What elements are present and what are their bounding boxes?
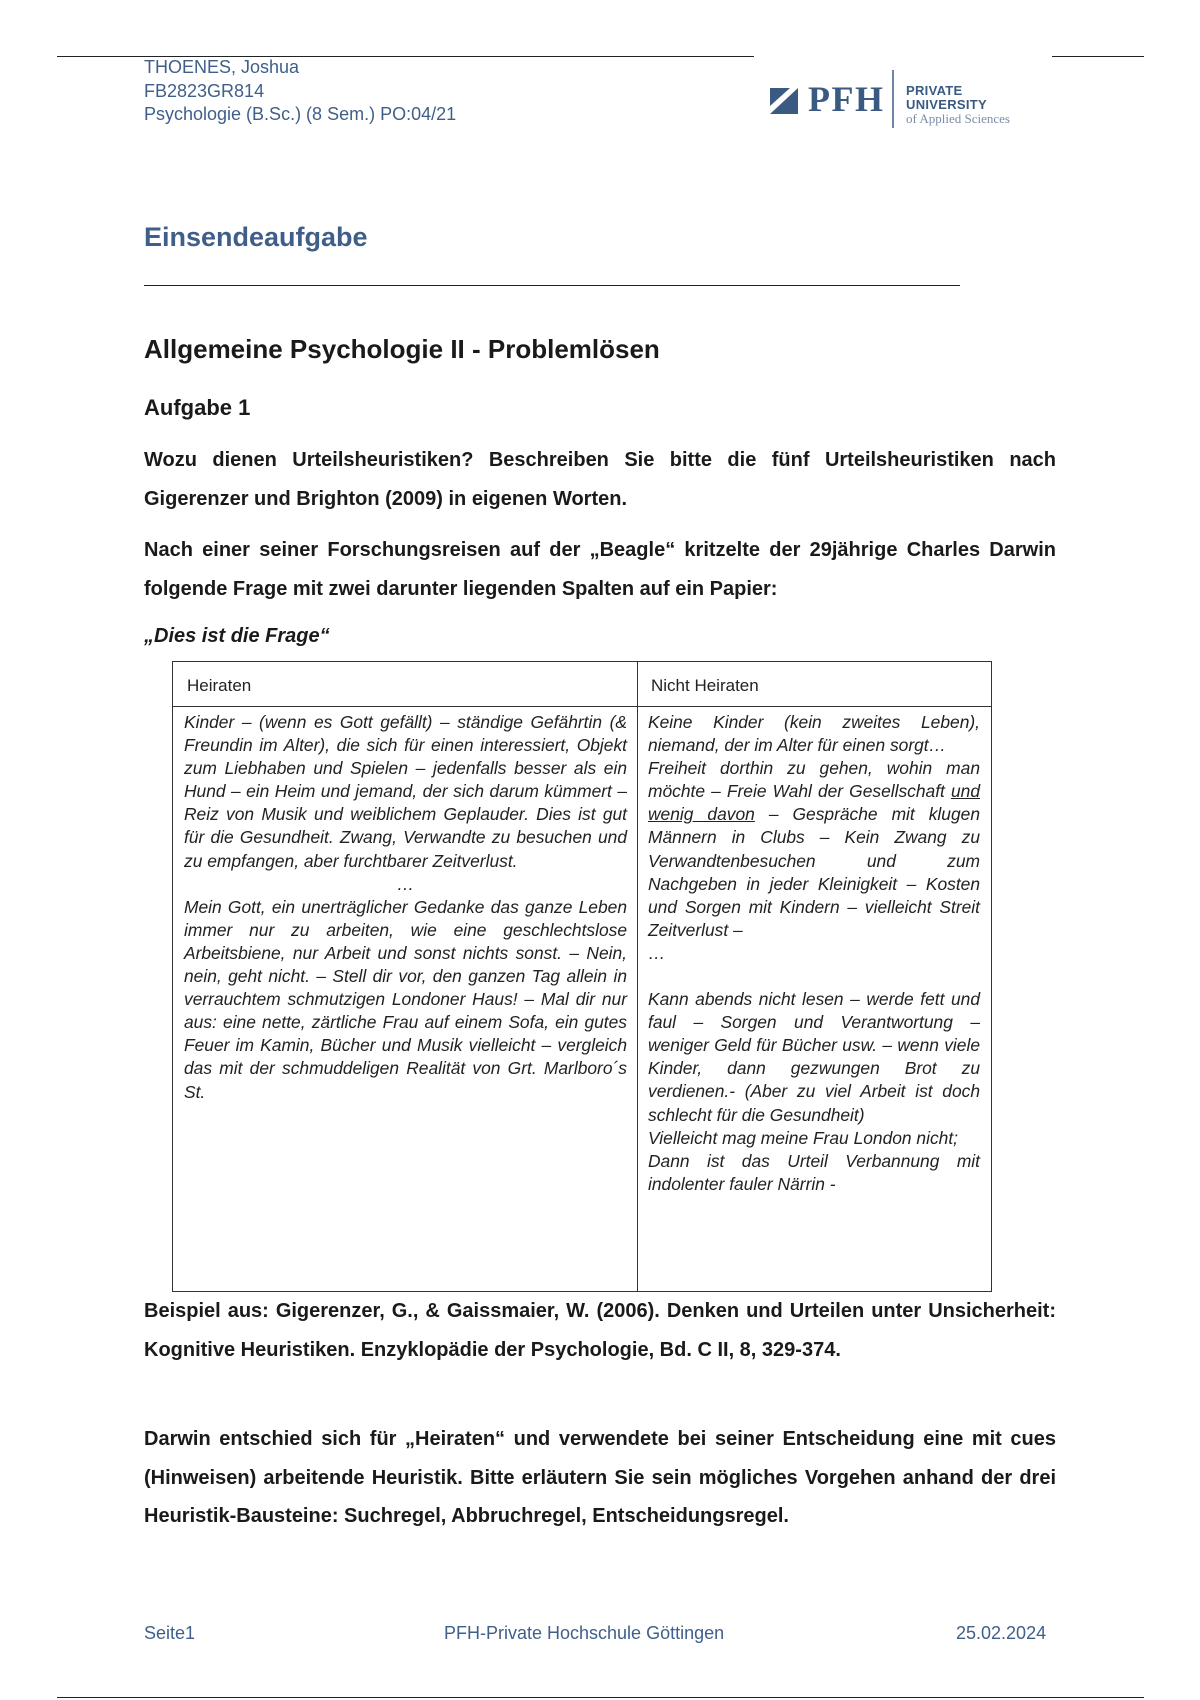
header-rule-right: [1052, 56, 1144, 57]
student-info: [144, 56, 456, 127]
logo-brand: PFH: [808, 79, 885, 119]
course-title: Allgemeine Psychologie II - Problemlösen: [144, 334, 660, 364]
table-cell-nicht-heiraten: [648, 711, 980, 1196]
task-heading: Aufgabe 1: [144, 395, 251, 420]
table-header-divider: [173, 706, 991, 707]
source-citation: Beispiel aus: Gigerenzer, G., & Gaissmaier, W. (2006). Denken und Urteilen unter Unsicherheit: Kognitive Heuristiken. Enzyklopädie der Psychologie, Bd. C II, 8, 329-374.: [144, 1300, 1056, 1361]
nicht-heiraten-paragraph-2-start: Freiheit dorthin zu gehen, wohin man möchte – Freie Wahl der Gesellschaft: [648, 758, 980, 802]
question-label: „Dies ist die Frage“: [144, 625, 330, 647]
footer-rule: [57, 1697, 1144, 1698]
footer-page-number: Seite1: [144, 1623, 196, 1643]
nicht-heiraten-ellipsis: …: [648, 942, 666, 963]
footer-school-name: PFH-Private Hochschule Göttingen: [444, 1623, 725, 1643]
nicht-heiraten-spacer: [648, 965, 980, 988]
document-type: Einsendeaufgabe: [144, 222, 368, 252]
logo-tagline-line1: PRIVATE UNIVERSITY: [906, 83, 988, 112]
pfh-logo-mark-icon: [770, 88, 798, 114]
nicht-heiraten-underlined-text: und wenig davon: [648, 781, 980, 825]
table-header-nicht-heiraten: Nicht Heiraten: [651, 676, 759, 695]
nicht-heiraten-paragraph-2-end: – Gespräche mit klugen Männern in Clubs – Kein Zwang zu Verwandtenbesuchen und zum Nachgeben in jeder Kleinigkeit – Kosten und Sorgen mit Kindern – vielleicht Streit Zeitverlust –: [648, 804, 980, 940]
darwin-pro-con-table: [172, 661, 992, 1292]
heiraten-paragraph-2: Mein Gott, ein unerträglicher Gedanke das ganze Leben immer nur zu arbeiten, wie eine geschlechtslose Arbeitsbiene, nur Arbeit und sonst nichts sonst. – Nein, nein, geht nicht. – Stell dir vor, den ganzen Tag allein in verrauchtem schmutzigen Londoner Haus! – Mal dir nur aus: eine nette, zärtliche Frau auf einem Sofa, ein gutes Feuer im Kamin, Bücher und Musik vielleicht – vergleich das mit der schmuddeligen Realität von Grt. Marlboro´s St.: [184, 896, 627, 1102]
intro-paragraph: Nach einer seiner Forschungsreisen auf der „Beagle“ kritzelte der 29jährige Charles Darwin folgende Frage mit zwei darunter liegenden Spalten auf ein Papier:: [144, 539, 1056, 600]
table-column-divider: [637, 662, 638, 1291]
table-header-heiraten: Heiraten: [187, 676, 252, 695]
nicht-heiraten-paragraph-3: Kann abends nicht lesen – werde fett und faul – Sorgen und Verantwortung – weniger Geld für Bücher usw. – wenn viele Kinder, dann gezwungen Brot zu verdienen.- (Aber zu viel Arbeit ist doch schlecht für die Gesundheit): [648, 989, 980, 1125]
study-program: Psychologie (B.Sc.) (8 Sem.) PO:04/21: [144, 104, 457, 124]
task-question: Wozu dienen Urteilsheuristiken? Beschreiben Sie bitte die fünf Urteilsheuristiken nach Gigerenzer und Brighton (2009) in eigenen Worten.: [144, 449, 1056, 510]
logo-tagline: [906, 84, 1040, 126]
heiraten-ellipsis: …: [396, 873, 415, 894]
pfh-logo: [770, 66, 1040, 132]
heiraten-paragraph-1: Kinder – (wenn es Gott gefällt) – ständige Gefährtin (& Freundin im Alter), die sich für einen interessiert, Objekt zum Liebhaben und Spielen – jedenfalls besser als ein Hund – ein Heim und jemand, der sich darum kümmert – Reiz von Musik und weiblichem Geplauder. Dies ist gut für die Gesundheit. Zwang, Verwandte zu besuchen und zu empfangen, aber furchtbarer Zeitverlust.: [184, 712, 627, 871]
student-id: FB2823GR814: [144, 80, 265, 101]
title-rule: [144, 285, 960, 286]
darwin-task-paragraph: Darwin entschied sich für „Heiraten“ und verwendete bei seiner Entscheidung eine mit cues (Hinweisen) arbeitende Heuristik. Bitte erläutern Sie sein mögliches Vorgehen anhand der drei Heuristik-Bausteine: Suchregel, Abbruchregel, Entscheidungsregel.: [144, 1428, 1056, 1527]
logo-divider: [892, 70, 894, 128]
nicht-heiraten-paragraph-4: Vielleicht mag meine Frau London nicht;: [648, 1127, 958, 1148]
nicht-heiraten-paragraph-2: [648, 757, 980, 942]
nicht-heiraten-paragraph-5: Dann ist das Urteil Verbannung mit indolenter fauler Närrin -: [648, 1150, 980, 1194]
table-cell-heiraten: [184, 711, 627, 1104]
student-name: THOENES, Joshua: [144, 57, 300, 77]
footer-date: 25.02.2024: [956, 1623, 1047, 1643]
nicht-heiraten-paragraph-1: Keine Kinder (kein zweites Leben), niemand, der im Alter für einen sorgt…: [648, 712, 980, 756]
logo-tagline-line2: of Applied Sciences: [906, 111, 1010, 126]
